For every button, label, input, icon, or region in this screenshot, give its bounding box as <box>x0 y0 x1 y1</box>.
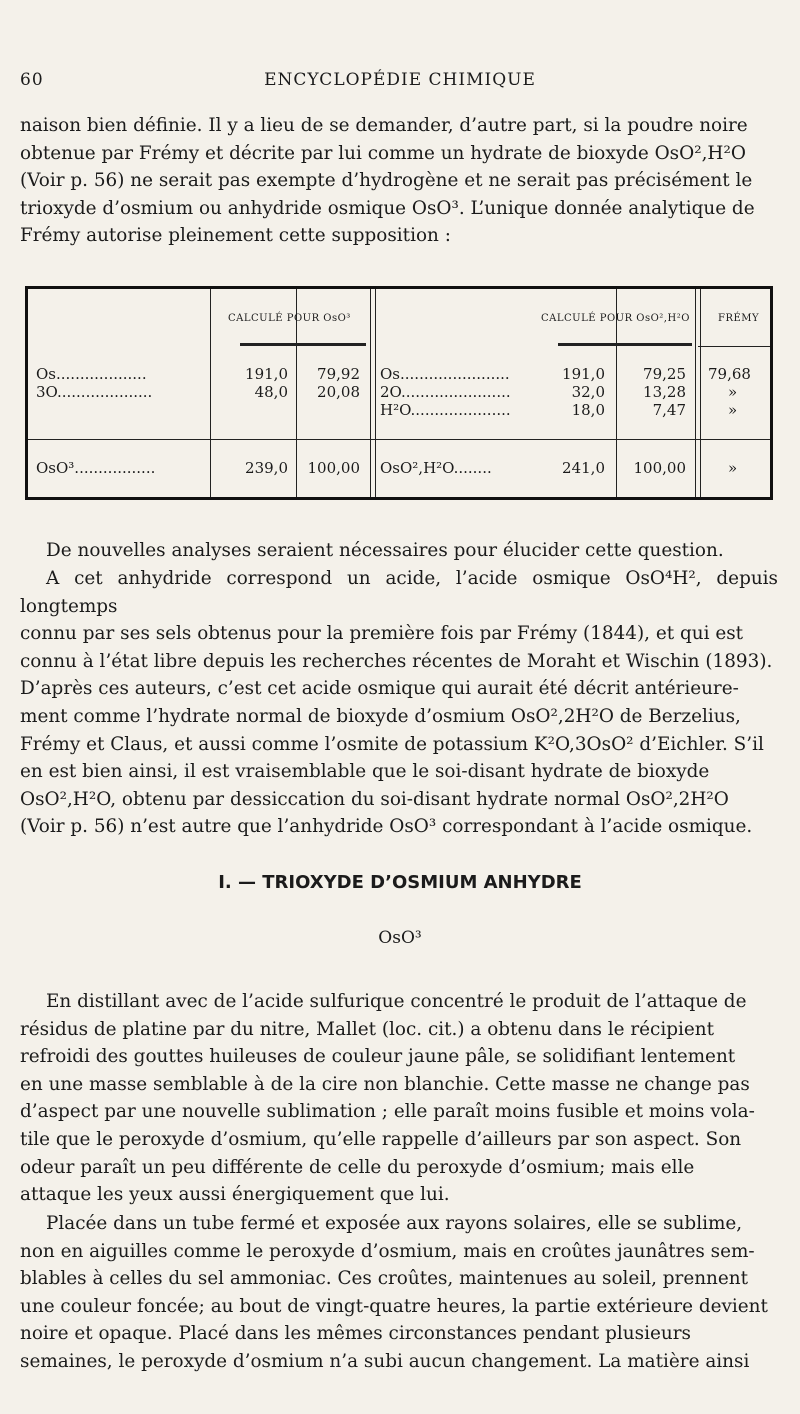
text-line: non en aiguilles comme le peroxyde d’osmium, mais en croûtes jaunâtres sem- <box>20 1240 755 1262</box>
paragraph-osmic-acid <box>20 565 778 841</box>
value-calc: 48,0 <box>254 383 288 401</box>
text-line: connu à l’état libre depuis les recherches récentes de Moraht et Wischin (1893). <box>20 650 773 672</box>
text-line: Frémy et Claus, et aussi comme l’osmite de potassium K²O,3OsO² d’Eichler. S’il <box>20 733 764 755</box>
row-label-h2o: H²O..................... <box>380 401 511 419</box>
value-calc: 191,0 <box>562 365 605 383</box>
text-line: attaque les yeux aussi énergiquement que lui. <box>20 1184 450 1206</box>
text-line: odeur paraît un peu différente de celle du peroxyde d’osmium; mais elle <box>20 1156 695 1178</box>
text-line: trioxyde d’osmium ou anhydride osmique OsO³. L’unique donnée analytique de <box>20 197 755 219</box>
paragraph-mallet <box>20 988 778 1209</box>
text-line: obtenue par Frémy et décrite par lui comme un hydrate de bioxyde OsO²,H²O <box>20 142 746 164</box>
running-title: ENCYCLOPÉDIE CHIMIQUE <box>264 70 536 90</box>
text-line: ment comme l’hydrate normal de bioxyde d’osmium OsO²,2H²O de Berzelius, <box>20 705 741 727</box>
table-divider <box>370 289 376 497</box>
text-line: résidus de platine par du nitre, Mallet (loc. cit.) a obtenu dans le récipient <box>20 1018 714 1040</box>
table-rule <box>28 439 770 440</box>
total-percent: 100,00 <box>307 459 360 477</box>
text-line: De nouvelles analyses seraient nécessaires pour élucider cette question. <box>46 540 724 561</box>
total-percent: 100,00 <box>633 459 686 477</box>
text-line: d’aspect par une nouvelle sublimation ; elle paraît moins fusible et moins vola- <box>20 1101 755 1123</box>
text-line: (Voir p. 56) n’est autre que l’anhydride OsO³ correspondant à l’acide osmique. <box>20 816 753 838</box>
value-fremy: 79,68 <box>708 365 751 383</box>
value-percent: 79,92 <box>317 365 360 383</box>
table-divider <box>210 289 211 497</box>
header-brace <box>240 343 366 346</box>
text-line: tile que le peroxyde d’osmium, qu’elle rappelle d’ailleurs par son aspect. Son <box>20 1128 742 1150</box>
paragraph-question <box>20 537 778 565</box>
total-calc: 241,0 <box>562 459 605 477</box>
text-line: noire et opaque. Placé dans les mêmes circonstances pendant plusieurs <box>20 1323 691 1345</box>
text-line: en est bien ainsi, il est vraisemblable que le soi-disant hydrate de bioxyde <box>20 761 710 783</box>
row-label-os: Os....................... <box>380 365 510 383</box>
text-line: semaines, le peroxyde d’osmium n’a subi aucun changement. La matière ainsi <box>20 1350 750 1372</box>
text-line: OsO²,H²O, obtenu par dessiccation du soi-disant hydrate normal OsO²,2H²O <box>20 788 729 810</box>
text-line: une couleur foncée; au bout de vingt-quatre heures, la partie extérieure devient <box>20 1295 768 1317</box>
header-brace <box>558 343 692 346</box>
section-heading: I. — TRIOXYDE D’OSMIUM ANHYDRE <box>218 872 582 893</box>
value-percent: 79,25 <box>643 365 686 383</box>
analysis-table <box>25 286 773 500</box>
text-line: Placée dans un tube fermé et exposée aux rayons solaires, elle se sublime, <box>46 1213 743 1234</box>
header-calc-oso3: CALCULÉ POUR OsO³ <box>228 313 351 324</box>
text-line: D’après ces auteurs, c’est cet acide osmique qui aurait été décrit antérieure- <box>20 678 739 700</box>
text-line: naison bien définie. Il y a lieu de se demander, d’autre part, si la poudre noire <box>20 115 748 136</box>
value-calc: 32,0 <box>571 383 605 401</box>
text-line: connu par ses sels obtenus pour la première fois par Frémy (1844), et qui est <box>20 623 744 645</box>
text-line: (Voir p. 56) ne serait pas exempte d’hydrogène et ne serait pas précisément le <box>20 170 753 192</box>
text-line: blables à celles du sel ammoniac. Ces croûtes, maintenues au soleil, prennent <box>20 1268 749 1290</box>
text-line: refroidi des gouttes huileuses de couleur jaune pâle, se solidifiant lentement <box>20 1046 736 1068</box>
table-divider <box>695 289 701 497</box>
text-line: A cet anhydride correspond un acide, l’acide osmique OsO⁴H², depuis longtemps <box>20 568 778 617</box>
text-line: Frémy autorise pleinement cette supposition : <box>20 225 451 247</box>
total-calc: 239,0 <box>245 459 288 477</box>
row-label-os: Os................... <box>36 365 147 383</box>
page-header <box>20 70 780 94</box>
total-label: OsO³................. <box>36 459 156 477</box>
page-number: 60 <box>20 70 44 90</box>
value-calc: 18,0 <box>571 401 605 419</box>
total-label: OsO²,H²O........ <box>380 459 492 477</box>
value-calc: 191,0 <box>245 365 288 383</box>
value-fremy: » <box>728 401 738 419</box>
value-fremy: » <box>728 383 738 401</box>
header-fremy: FRÉMY <box>718 313 760 324</box>
value-percent: 20,08 <box>317 383 360 401</box>
section-formula: OsO³ <box>378 928 422 948</box>
row-label-2o: 2O....................... <box>380 383 511 401</box>
text-line: En distillant avec de l’acide sulfurique concentré le produit de l’attaque de <box>46 991 747 1012</box>
paragraph-sunlight <box>20 1210 778 1376</box>
header-calc-oso2h2o: CALCULÉ POUR OsO²,H²O <box>541 313 690 324</box>
paragraph-intro <box>20 112 778 250</box>
value-percent: 13,28 <box>643 383 686 401</box>
table-rule <box>698 346 770 347</box>
total-fremy: » <box>728 459 738 477</box>
value-percent: 7,47 <box>652 401 686 419</box>
row-label-3o: 3O.................... <box>36 383 153 401</box>
text-line: en une masse semblable à de la cire non blanchie. Cette masse ne change pas <box>20 1073 750 1095</box>
